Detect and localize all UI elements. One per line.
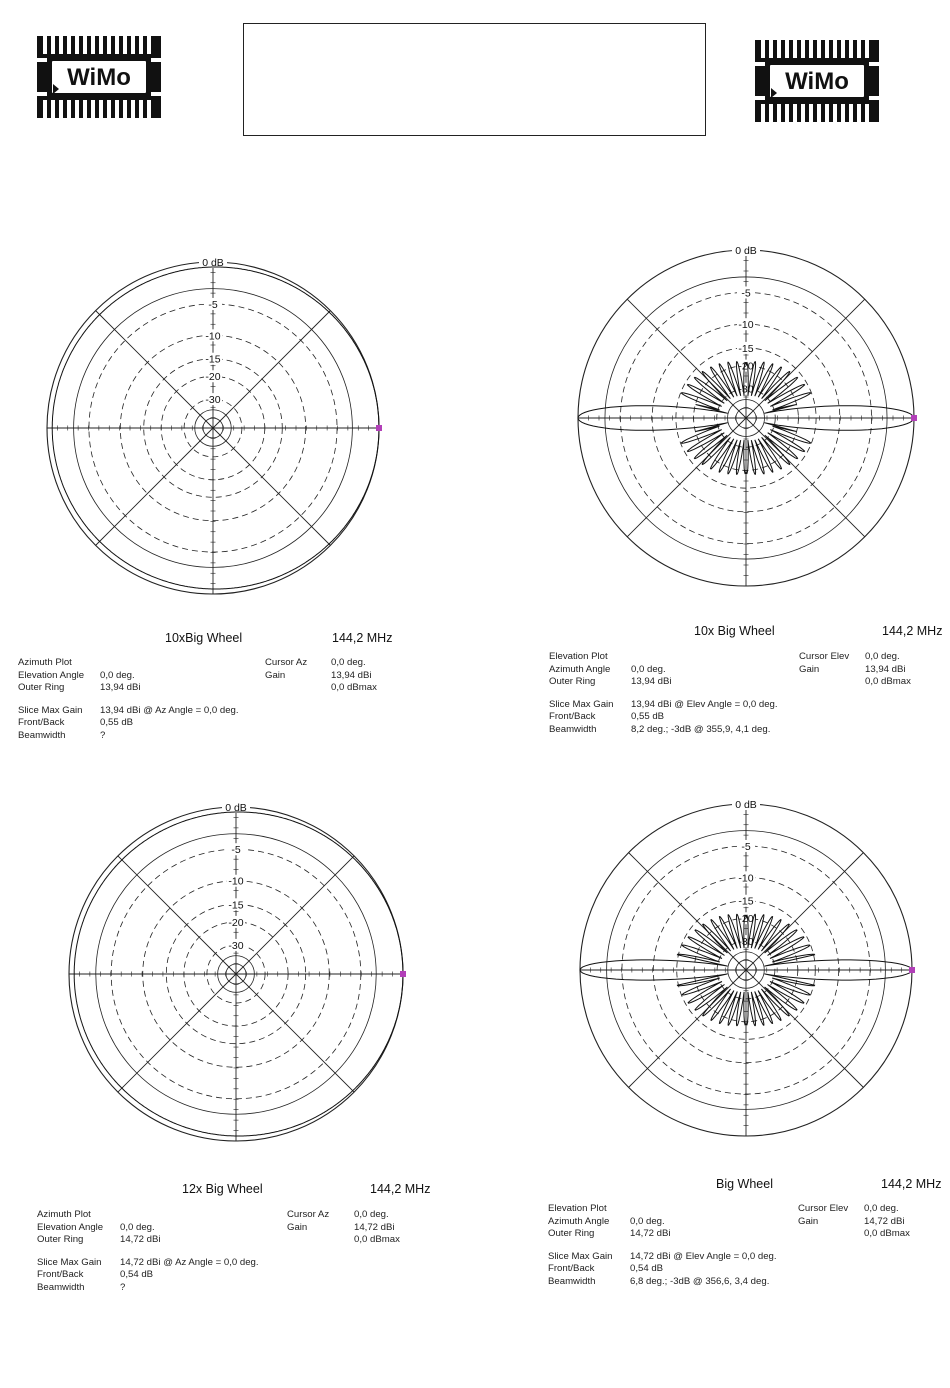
cursor-label: Cursor Elev (798, 1203, 849, 1214)
grid-spoke (629, 970, 746, 1087)
cursor-marker (909, 967, 915, 973)
info-value: ? (120, 1281, 126, 1293)
info-value: 13,94 dBi @ Elev Angle = 0,0 deg. (631, 698, 778, 710)
plot-caption-title: 10x Big Wheel (694, 624, 775, 638)
plot-type-label: Azimuth Plot (37, 1209, 91, 1220)
info-label: Azimuth Angle (549, 663, 611, 675)
gain-value-relative: 0,0 dBmax (865, 676, 911, 688)
plot-type-label: Elevation Plot (548, 1203, 607, 1214)
info-value: 14,72 dBi (120, 1234, 161, 1246)
ring-label: 0 dB (735, 245, 757, 257)
info-label: Beamwidth (548, 1275, 596, 1287)
info-label: Azimuth Angle (548, 1215, 610, 1227)
ring-label: 0 dB (735, 799, 757, 811)
info-label: Front/Back (549, 711, 596, 723)
plot-info-panel (548, 1203, 946, 1289)
info-label: Outer Ring (18, 682, 65, 694)
grid-spoke (746, 853, 863, 970)
cursor-value: 0,0 deg. (864, 1203, 899, 1214)
info-label: Elevation Angle (18, 669, 85, 681)
ring-label: -5 (741, 840, 751, 853)
ring-label: -10 (228, 875, 244, 888)
ring-label: -10 (738, 319, 754, 332)
ring-label: -10 (738, 872, 754, 885)
info-label: Front/Back (18, 717, 65, 729)
info-value: 0,0 deg. (631, 663, 666, 675)
gain-value-relative: 0,0 dBmax (864, 1228, 910, 1240)
ring-label: -20 (228, 916, 244, 929)
polar-grid (580, 798, 912, 1136)
info-label: Outer Ring (548, 1228, 595, 1240)
info-value: ? (100, 729, 106, 741)
info-label: Slice Max Gain (548, 1250, 613, 1262)
gain-value: 13,94 dBi (865, 663, 906, 675)
info-label: Slice Max Gain (18, 704, 83, 716)
info-label: Outer Ring (37, 1234, 84, 1246)
gain-label: Gain (287, 1221, 308, 1233)
ring-label: -30 (738, 383, 754, 396)
plot-caption-freq: 144,2 MHz (332, 631, 393, 645)
info-label: Beamwidth (18, 729, 66, 741)
info-value: 0,55 dB (631, 711, 665, 723)
info-label: Outer Ring (549, 676, 596, 688)
cursor-value: 0,0 deg. (354, 1209, 389, 1220)
ring-label: -20 (738, 913, 754, 926)
info-value: 14,72 dBi @ Az Angle = 0,0 deg. (120, 1256, 259, 1268)
cursor-value: 0,0 deg. (865, 651, 900, 662)
ring-label: -10 (205, 330, 221, 343)
grid-spoke (746, 970, 863, 1087)
ring-label: -5 (231, 844, 241, 857)
plot-caption-title: Big Wheel (716, 1177, 773, 1191)
gain-label: Gain (798, 1215, 819, 1227)
plot-type-label: Azimuth Plot (18, 657, 72, 668)
cursor-value: 0,0 deg. (331, 657, 366, 668)
info-label: Elevation Angle (37, 1221, 104, 1233)
info-label: Beamwidth (549, 723, 597, 735)
plot-caption-freq: 144,2 MHz (882, 624, 943, 638)
plot-caption-freq: 144,2 MHz (370, 1182, 431, 1196)
info-value: 0,54 dB (630, 1263, 664, 1275)
info-label: Front/Back (37, 1269, 84, 1281)
info-value: 13,94 dBi (100, 682, 141, 694)
info-value: 8,2 deg.; -3dB @ 355,9, 4,1 deg. (631, 723, 771, 735)
ring-label: -15 (205, 353, 221, 366)
gain-label: Gain (799, 663, 820, 675)
ring-label: -20 (205, 371, 221, 384)
ring-label: -15 (228, 899, 244, 912)
ring-label: -5 (208, 298, 218, 311)
plot-caption-freq: 144,2 MHz (881, 1177, 942, 1191)
info-value: 0,0 deg. (630, 1215, 665, 1227)
gain-label: Gain (265, 669, 286, 681)
ring-label: 0 dB (202, 257, 224, 269)
ring-label: -15 (738, 895, 754, 908)
logo-wordmark: WiMo (67, 64, 131, 91)
gain-value-relative: 0,0 dBmax (331, 682, 377, 694)
info-value: 14,72 dBi @ Elev Angle = 0,0 deg. (630, 1250, 777, 1262)
ring-label: -15 (738, 342, 754, 355)
gain-value: 14,72 dBi (864, 1215, 905, 1227)
ring-label: -5 (741, 287, 751, 300)
info-value: 13,94 dBi @ Az Angle = 0,0 deg. (100, 704, 239, 716)
cursor-label: Cursor Az (287, 1209, 330, 1220)
info-value: 13,94 dBi (631, 676, 672, 688)
info-value: 6,8 deg.; -3dB @ 356,6, 3,4 deg. (630, 1275, 770, 1287)
plot-caption-title: 12x Big Wheel (182, 1182, 263, 1196)
ring-label: -30 (205, 394, 221, 407)
ring-label: 0 dB (225, 802, 247, 814)
info-label: Slice Max Gain (37, 1256, 102, 1268)
plot-type-label: Elevation Plot (549, 651, 608, 662)
logo-wordmark: WiMo (785, 68, 849, 95)
ring-label: -30 (738, 936, 754, 949)
info-label: Front/Back (548, 1263, 595, 1275)
cursor-label: Cursor Elev (799, 651, 850, 662)
plot-caption-title: 10xBig Wheel (165, 631, 243, 645)
info-value: 14,72 dBi (630, 1228, 671, 1240)
grid-spoke (629, 853, 746, 970)
info-label: Beamwidth (37, 1281, 85, 1293)
info-label: Slice Max Gain (549, 698, 614, 710)
info-value: 0,0 deg. (120, 1221, 155, 1233)
ring-label: -20 (738, 360, 754, 373)
ring-label: -30 (228, 939, 244, 952)
info-value: 0,55 dB (100, 717, 134, 729)
gain-value-relative: 0,0 dBmax (354, 1234, 400, 1246)
gain-value: 13,94 dBi (331, 669, 372, 681)
info-value: 0,54 dB (120, 1269, 154, 1281)
cursor-label: Cursor Az (265, 657, 308, 668)
info-value: 0,0 deg. (100, 669, 135, 681)
gain-value: 14,72 dBi (354, 1221, 395, 1233)
